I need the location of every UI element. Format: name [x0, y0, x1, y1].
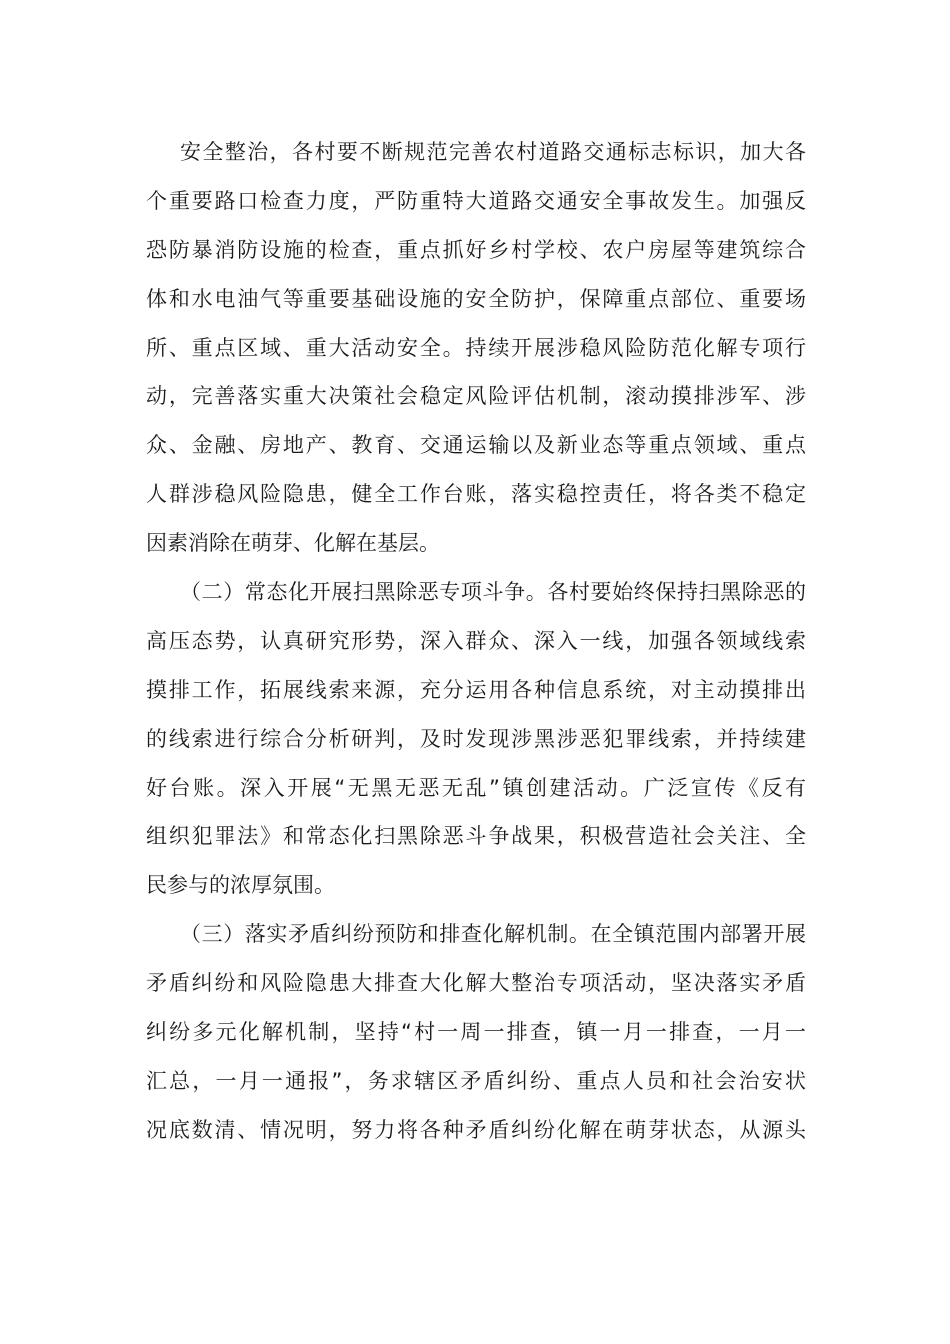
text-line: 人群涉稳风险隐患，健全工作台账，落实稳控责任，将各类不稳定 — [146, 482, 806, 507]
text-line: 况底数清、情况明，努力将各种矛盾纠纷化解在萌芽状态，从源头 — [146, 1117, 806, 1142]
text-line: 体和水电油气等重要基础设施的安全防护，保障重点部位、重要场 — [146, 286, 806, 311]
text-line: 汇总，一月一通报”，务求辖区矛盾纠纷、重点人员和社会治安状 — [146, 1068, 806, 1093]
text-line: 摸排工作，拓展线索来源，充分运用各种信息系统，对主动摸排出 — [146, 677, 806, 702]
text-line: 矛盾纠纷和风险隐患大排查大化解大整治专项活动，坚决落实矛盾 — [146, 971, 806, 996]
text-line: 众、金融、房地产、教育、交通运输以及新业态等重点领域、重点 — [146, 433, 806, 458]
text-line: 动，完善落实重大决策社会稳定风险评估机制，滚动摸排涉军、涉 — [146, 384, 806, 409]
text-line: 高压态势，认真研究形势，深入群众、深入一线，加强各领域线索 — [146, 628, 806, 653]
text-line: 安全整治，各村要不断规范完善农村道路交通标志标识，加大各 — [180, 140, 806, 164]
text-line: （三）落实矛盾纠纷预防和排查化解机制。在全镇范围内部署开展 — [180, 922, 806, 947]
text-line: 所、重点区域、重大活动安全。持续开展涉稳风险防范化解专项行 — [146, 335, 806, 360]
text-line: 组织犯罪法》和常态化扫黑除恶斗争战果，积极营造社会关注、全 — [146, 824, 806, 849]
text-line: 恐防暴消防设施的检查，重点抓好乡村学校、农户房屋等建筑综合 — [146, 237, 806, 262]
text-line: 好台账。深入开展“无黑无恶无乱”镇创建活动。广泛宣传《反有 — [146, 775, 806, 800]
text-line: 因素消除在萌芽、化解在基层。 — [146, 531, 440, 556]
text-line: 民参与的浓厚氛围。 — [146, 873, 335, 898]
text-line: 纠纷多元化解机制，坚持“村一周一排查，镇一月一排查，一月一 — [146, 1020, 806, 1045]
body-text — [146, 128, 806, 1155]
text-line: 的线索进行综合分析研判，及时发现涉黑涉恶犯罪线索，并持续建 — [146, 726, 806, 751]
text-line: （二）常态化开展扫黑除恶专项斗争。各村要始终保持扫黑除恶的 — [180, 580, 806, 605]
text-line: 个重要路口检查力度，严防重特大道路交通安全事故发生。加强反 — [146, 188, 806, 213]
